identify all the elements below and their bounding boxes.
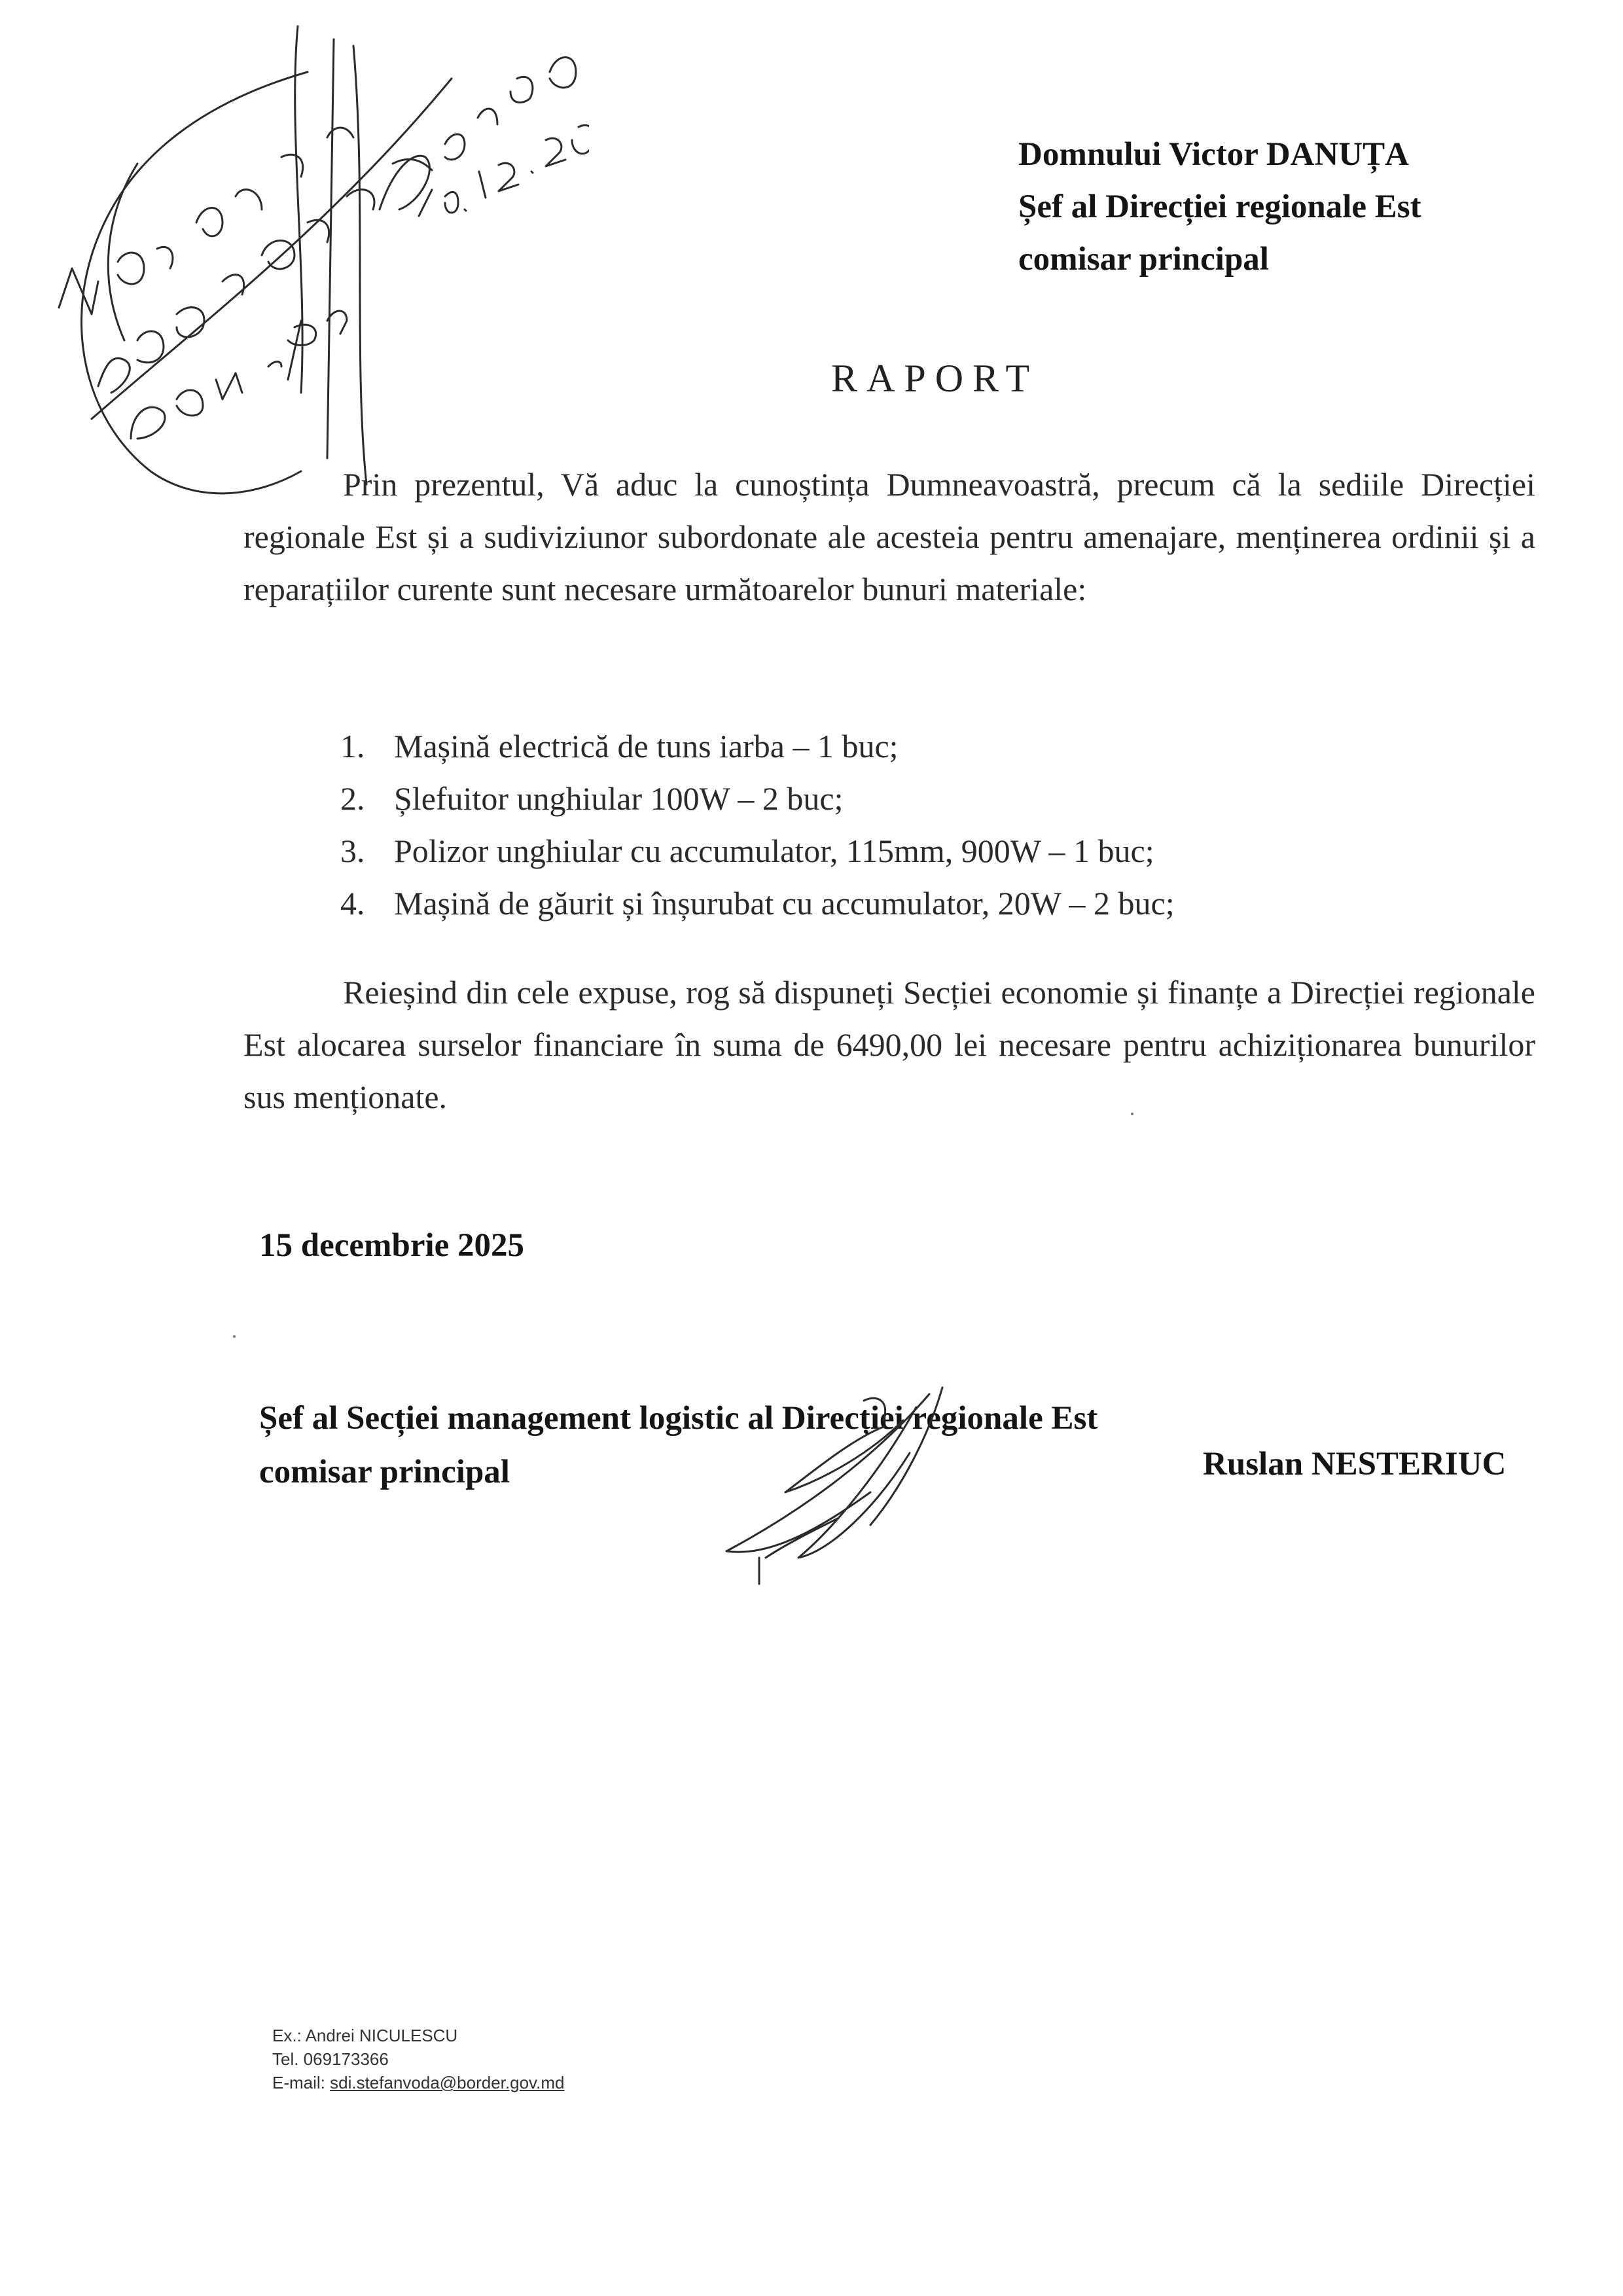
signatory-name: Ruslan NESTERIUC [1203,1446,1507,1482]
list-item-text: Polizor unghiular cu accumulator, 115mm, 900W – 1 buc; [394,833,1154,869]
list-item [340,877,1453,929]
list-item-number: 2. [340,780,365,817]
intro-paragraph: Prin prezentul, Vă aduc la cunoștința Dumneavoastră, precum că la sediile Direcției regionale Est și a sudiviziunor subordonate ale acesteia pentru amenajare, menținerea ordinii și a reparațiilor curente sunt necesare următoarelor bunuri materiale: [243,466,1535,607]
resolution-underline [92,79,452,419]
executor-email[interactable]: sdi.stefanvoda@border.gov.md [330,2073,565,2092]
addressee-position: Șef al Direcției regionale Est [1018,188,1421,225]
list-item-text: Șlefuitor unghiular 100W – 2 buc; [394,780,844,817]
addressee-name: Domnului Victor DANUȚA [1018,136,1409,173]
email-label: E-mail: [272,2073,330,2092]
document-title: RAPORT [831,357,1039,400]
signatory-title [259,1391,1097,1499]
list-item [340,825,1453,877]
list-item-number: 3. [340,833,365,869]
executor-phone: Tel. 069173366 [272,2049,389,2069]
scan-speck [1131,1113,1133,1115]
list-item-number: 1. [340,728,365,764]
addressee-rank: comisar principal [1018,241,1269,278]
resolution-text-line [59,128,353,314]
resolution-loop [81,72,308,493]
resolution-stroke [353,46,366,484]
executor-name: Ex.: Andrei NICULESCU [272,2026,458,2045]
executor-footer [272,2024,564,2094]
resolution-stroke [295,26,302,393]
list-item [340,772,1453,825]
resolution-stroke [327,39,334,458]
resolution-name [380,58,576,210]
handwritten-resolution [0,0,589,524]
resolution-text-line [131,311,347,439]
list-item-text: Mașină de găurit și înșurubat cu accumulator, 20W – 2 buc; [394,885,1175,922]
resolution-loop-inner [108,164,137,340]
request-paragraph: Reieșind din cele expuse, rog să dispuneți Secției economie și finanțe a Direcției regionale Est alocarea surselor financiare în suma de 6490,00 lei necesare pentru achiziționarea bunurilor sus menționate. [243,974,1535,1115]
list-item-text: Mașină electrică de tuns iarba – 1 buc; [394,728,899,764]
signatory-position: Șef al Secției management logistic al Direcției regionale Est [259,1400,1098,1437]
executor-email-line [272,2071,564,2094]
signatory-rank: comisar principal [259,1454,510,1490]
resolution-date [419,94,589,216]
scan-speck [233,1335,236,1338]
items-list [340,720,1453,929]
addressee-block [1018,128,1581,285]
list-item-number: 4. [340,885,365,922]
document-date: 15 decembrie 2025 [259,1227,525,1264]
list-item [340,720,1453,772]
resolution-text-line [98,159,432,393]
